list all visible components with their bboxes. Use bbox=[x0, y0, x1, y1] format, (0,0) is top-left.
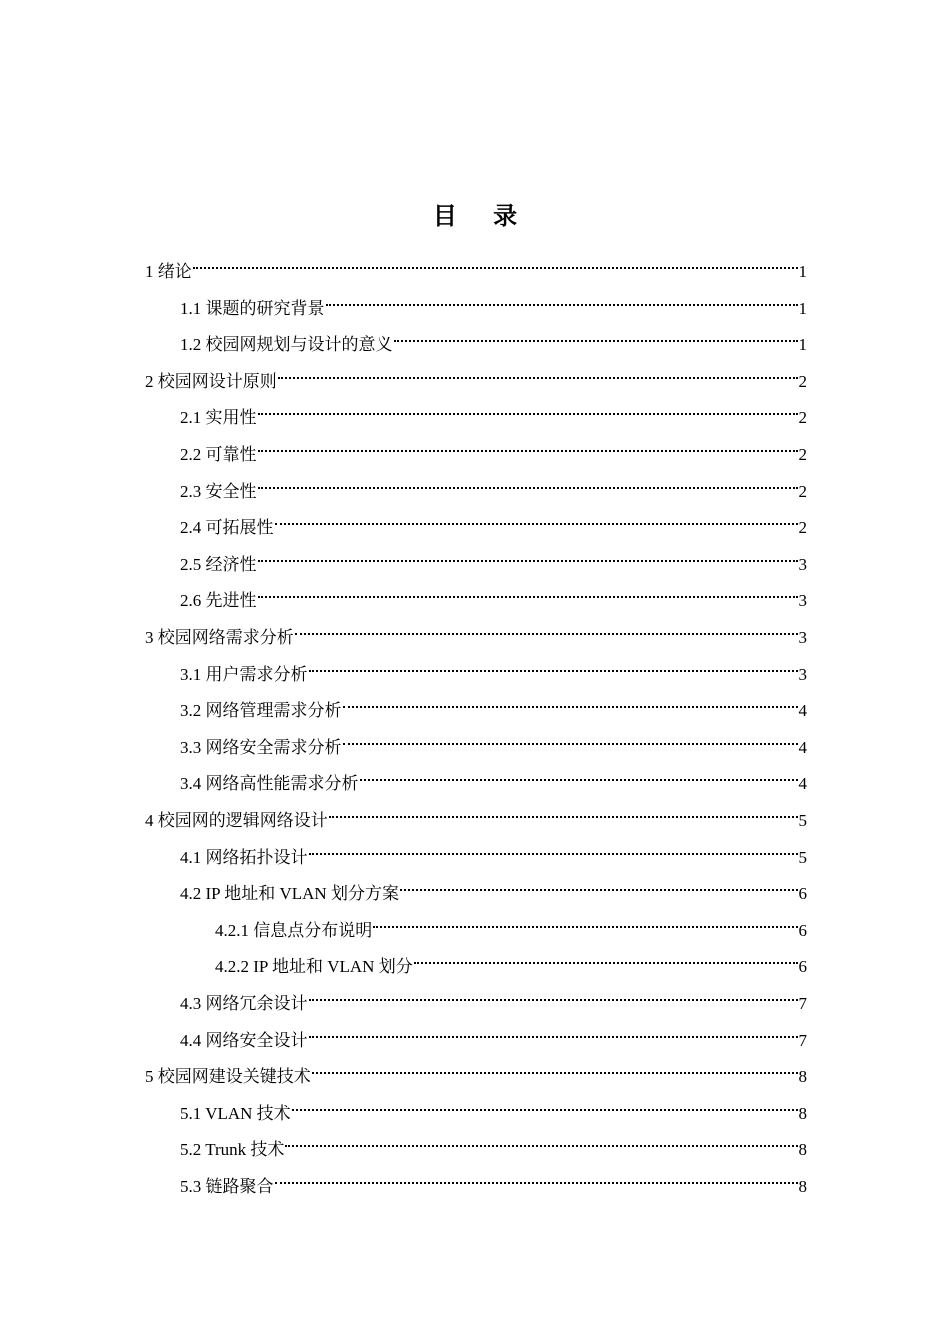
toc-entry-label: 4 校园网的逻辑网络设计 bbox=[145, 811, 328, 830]
toc-entry[interactable] bbox=[180, 761, 807, 794]
toc-entry[interactable] bbox=[180, 725, 807, 757]
toc-entry-label: 3.4 网络高性能需求分析 bbox=[180, 774, 359, 794]
toc-dot-leader bbox=[326, 286, 798, 314]
toc-dot-leader bbox=[292, 1091, 798, 1119]
toc-entry-label: 2.6 先进性 bbox=[180, 591, 257, 611]
toc-entry[interactable] bbox=[180, 469, 807, 501]
toc-entry-label: 4.2 IP 地址和 VLAN 划分方案 bbox=[180, 884, 399, 904]
toc-entry-page-number: 8 bbox=[798, 1103, 807, 1123]
toc-entry[interactable] bbox=[180, 688, 807, 721]
toc-entry-label: 2.4 可拓展性 bbox=[180, 518, 274, 538]
toc-dot-leader bbox=[275, 1164, 798, 1192]
toc-entry[interactable] bbox=[180, 322, 807, 355]
toc-dot-leader bbox=[258, 578, 798, 606]
toc-entry-page-number: 4 bbox=[798, 701, 807, 721]
toc-entry[interactable] bbox=[215, 908, 807, 940]
toc-entry-page-number: 3 bbox=[798, 591, 807, 611]
toc-entry-page-number: 6 bbox=[798, 957, 807, 977]
toc-entry-page-number: 3 bbox=[798, 664, 807, 684]
toc-entry-page-number: 8 bbox=[798, 1177, 807, 1196]
toc-dot-leader bbox=[258, 432, 798, 460]
toc-entry-label: 4.3 网络冗余设计 bbox=[180, 994, 308, 1013]
toc-entry-label: 5.2 Trunk 技术 bbox=[180, 1140, 285, 1160]
toc-title: 目 录 bbox=[432, 202, 532, 230]
toc-dot-leader bbox=[414, 944, 798, 972]
toc-dot-leader bbox=[275, 505, 798, 533]
toc-entry-page-number: 5 bbox=[798, 811, 807, 830]
toc-entry[interactable] bbox=[145, 359, 807, 391]
toc-entry[interactable] bbox=[180, 1018, 807, 1050]
toc-entry-label: 4.1 网络拓扑设计 bbox=[180, 847, 308, 867]
toc-entry-page-number: 3 bbox=[798, 554, 807, 574]
toc-entry-label: 1.1 课题的研究背景 bbox=[180, 298, 325, 318]
toc-dot-leader bbox=[258, 469, 798, 497]
toc-entry-label: 1 绪论 bbox=[145, 262, 192, 281]
toc-entry-label: 4.2.2 IP 地址和 VLAN 划分 bbox=[215, 957, 413, 977]
toc-dot-leader bbox=[258, 542, 798, 570]
toc-entry-page-number: 7 bbox=[798, 994, 807, 1013]
toc-dot-leader bbox=[193, 249, 798, 277]
toc-entry[interactable] bbox=[145, 798, 807, 830]
toc-dot-leader bbox=[309, 652, 798, 680]
toc-entry-page-number: 4 bbox=[798, 737, 807, 757]
toc-dot-leader bbox=[343, 725, 798, 753]
toc-entry[interactable] bbox=[180, 286, 807, 318]
toc-entry-label: 3.1 用户需求分析 bbox=[180, 664, 308, 684]
toc-entry-page-number: 8 bbox=[798, 1067, 807, 1087]
toc-entry-label: 5.3 链路聚合 bbox=[180, 1177, 274, 1196]
toc-entry[interactable] bbox=[180, 505, 807, 538]
toc-entry-label: 5 校园网建设关键技术 bbox=[145, 1067, 311, 1087]
toc-entry[interactable] bbox=[180, 395, 807, 428]
toc-entry-label: 2.3 安全性 bbox=[180, 481, 257, 501]
toc-entry-page-number: 6 bbox=[798, 920, 807, 940]
toc-entry-label: 2.5 经济性 bbox=[180, 554, 257, 574]
toc-entry-label: 5.1 VLAN 技术 bbox=[180, 1103, 291, 1123]
toc-dot-leader bbox=[295, 615, 798, 643]
toc-entry[interactable] bbox=[145, 615, 807, 647]
toc-entry[interactable] bbox=[180, 1127, 807, 1160]
toc-entry-label: 4.2.1 信息点分布说明 bbox=[215, 920, 373, 940]
toc-dot-leader bbox=[309, 1018, 798, 1046]
toc-entry-label: 3.3 网络安全需求分析 bbox=[180, 737, 342, 757]
toc-entry[interactable] bbox=[180, 542, 807, 574]
toc-entry[interactable] bbox=[180, 871, 807, 904]
toc-entry-page-number: 1 bbox=[798, 262, 807, 281]
toc-entry[interactable] bbox=[180, 981, 807, 1013]
toc-dot-leader bbox=[285, 1127, 797, 1155]
toc-dot-leader bbox=[373, 908, 797, 936]
toc-dot-leader bbox=[394, 322, 798, 350]
toc-entry-page-number: 4 bbox=[798, 774, 807, 794]
toc-dot-leader bbox=[343, 688, 798, 716]
toc-entry-label: 2.2 可靠性 bbox=[180, 445, 257, 464]
toc-entry[interactable] bbox=[145, 1054, 807, 1087]
toc-entry-page-number: 7 bbox=[798, 1030, 807, 1050]
toc-entry-page-number: 5 bbox=[798, 847, 807, 867]
toc-entry-page-number: 1 bbox=[798, 335, 807, 355]
toc-entry-label: 3.2 网络管理需求分析 bbox=[180, 701, 342, 721]
toc-entry-label: 3 校园网络需求分析 bbox=[145, 628, 294, 647]
toc-entry-page-number: 2 bbox=[798, 408, 807, 428]
toc-dot-leader bbox=[309, 835, 798, 863]
toc-dot-leader bbox=[278, 359, 798, 387]
toc-entry-label: 4.4 网络安全设计 bbox=[180, 1030, 308, 1050]
toc-entry-page-number: 2 bbox=[798, 445, 807, 464]
toc-entry[interactable] bbox=[180, 1164, 807, 1196]
toc-entry[interactable] bbox=[180, 835, 807, 867]
toc-entry-page-number: 2 bbox=[798, 481, 807, 501]
toc-dot-leader bbox=[309, 981, 798, 1009]
toc-entry-page-number: 1 bbox=[798, 298, 807, 318]
toc-dot-leader bbox=[360, 761, 798, 789]
toc-entry-page-number: 2 bbox=[798, 518, 807, 538]
toc-dot-leader bbox=[400, 871, 798, 899]
toc-dot-leader bbox=[329, 798, 798, 826]
toc-entry-label: 2 校园网设计原则 bbox=[145, 371, 277, 391]
toc-dot-leader bbox=[312, 1054, 798, 1082]
toc-entry-page-number: 2 bbox=[798, 371, 807, 391]
toc-entry-page-number: 3 bbox=[798, 628, 807, 647]
toc-entry[interactable] bbox=[180, 432, 807, 464]
toc-entry-page-number: 6 bbox=[798, 884, 807, 904]
toc-dot-leader bbox=[258, 395, 798, 423]
toc-entry-label: 1.2 校园网规划与设计的意义 bbox=[180, 335, 393, 355]
toc-entry[interactable] bbox=[180, 578, 807, 611]
toc-entry-label: 2.1 实用性 bbox=[180, 408, 257, 428]
toc-entry[interactable] bbox=[180, 652, 807, 684]
toc-entry[interactable] bbox=[215, 944, 807, 977]
toc-entry-page-number: 8 bbox=[798, 1140, 807, 1160]
toc-entry[interactable] bbox=[145, 249, 807, 281]
toc-entry[interactable] bbox=[180, 1091, 807, 1123]
